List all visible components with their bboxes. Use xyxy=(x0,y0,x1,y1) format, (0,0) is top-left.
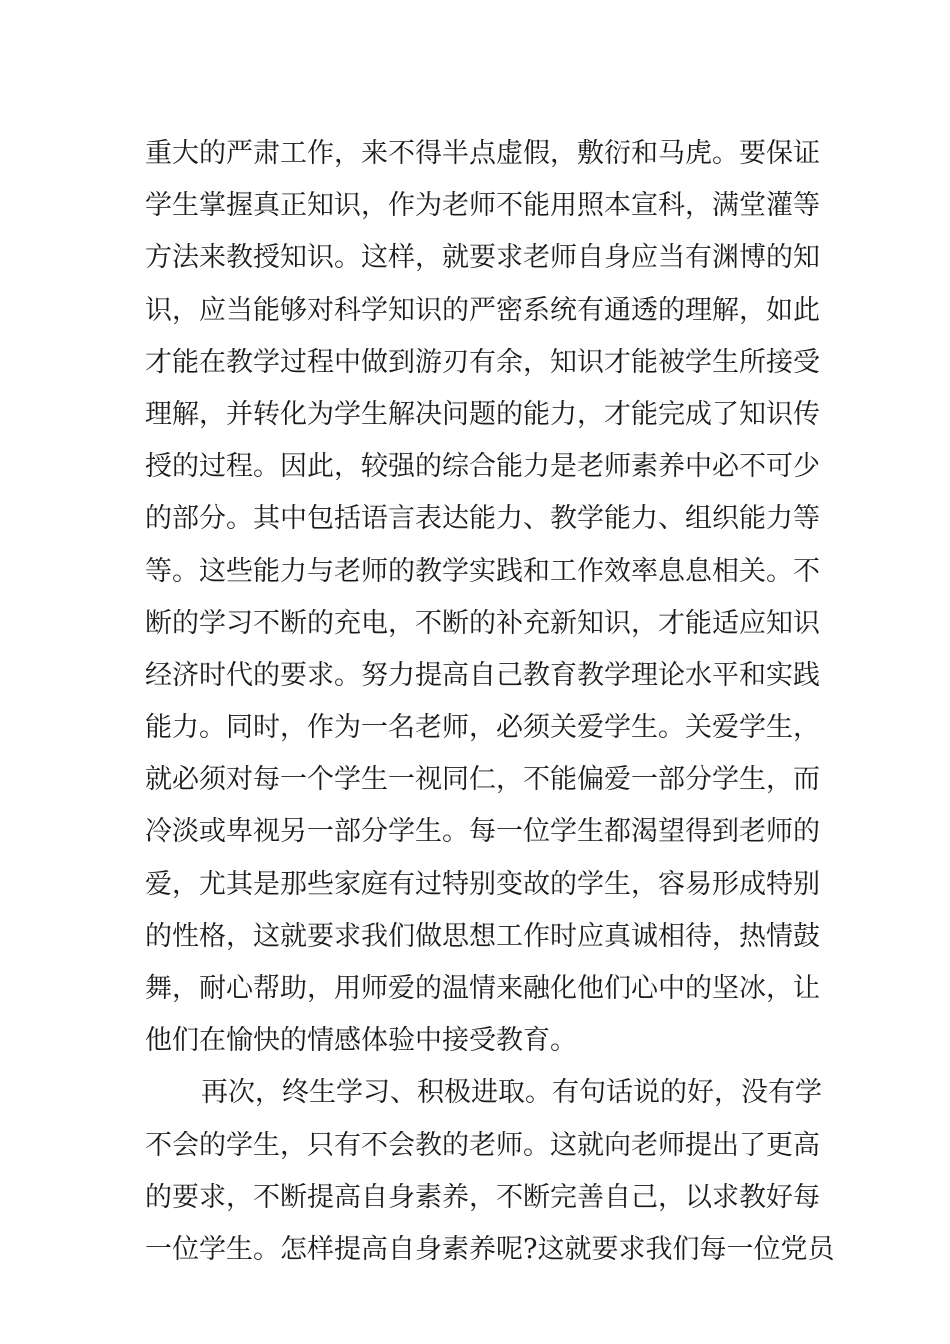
text-line: 理解，并转化为学生解决问题的能力，才能完成了知识传 xyxy=(145,398,820,430)
paragraph-end-line: 他们在愉快的情感体验中接受教育。 xyxy=(145,1025,577,1057)
text-line: 的部分。其中包括语言表达能力、教学能力、组织能力等 xyxy=(145,503,820,535)
text-line: 的要求，不断提高自身素养，不断完善自己，以求教好每 xyxy=(145,1181,820,1213)
text-line: 不会的学生，只有不会教的老师。这就向老师提出了更高 xyxy=(145,1129,820,1161)
text-line: 授的过程。因此，较强的综合能力是老师素养中必不可少 xyxy=(145,451,820,483)
text-line: 能力。同时，作为一名老师，必须关爱学生。关爱学生， xyxy=(145,712,820,744)
text-line: 舞，耐心帮助，用师爱的温情来融化他们心中的坚冰，让 xyxy=(145,973,820,1004)
text-line: 就必须对每一个学生一视同仁，不能偏爱一部分学生，而 xyxy=(145,764,820,796)
text-line: 经济时代的要求。努力提高自己教育教学理论水平和实践 xyxy=(145,659,820,691)
text-line: 断的学习不断的充电，不断的补充新知识，才能适应知识 xyxy=(145,607,820,639)
body-text xyxy=(145,128,835,1276)
text-line: 识，应当能够对科学知识的严密系统有通透的理解，如此 xyxy=(145,294,820,326)
text-line: 学生掌握真正知识，作为老师不能用照本宣科，满堂灌等 xyxy=(145,190,820,222)
text-line: 的性格，这就要求我们做思想工作时应真诚相待，热情鼓 xyxy=(145,920,820,952)
text-line: 方法来教授知识。这样，就要求老师自身应当有渊博的知 xyxy=(145,242,820,274)
text-line: 一位学生。怎样提高自身素养呢?这就要求我们每一位党员 xyxy=(145,1233,835,1265)
paragraph-start-line: 再次，终生学习、积极进取。有句话说的好，没有学 xyxy=(201,1077,822,1109)
text-line: 冷淡或卑视另一部分学生。每一位学生都渴望得到老师的 xyxy=(145,816,820,848)
text-line: 重大的严肃工作，来不得半点虚假，敷衍和马虎。要保证 xyxy=(145,138,820,169)
text-line: 等。这些能力与老师的教学实践和工作效率息息相关。不 xyxy=(145,555,820,587)
text-line: 才能在教学过程中做到游刃有余，知识才能被学生所接受 xyxy=(145,346,820,378)
text-line: 爱，尤其是那些家庭有过特别变故的学生，容易形成特别 xyxy=(145,868,820,900)
